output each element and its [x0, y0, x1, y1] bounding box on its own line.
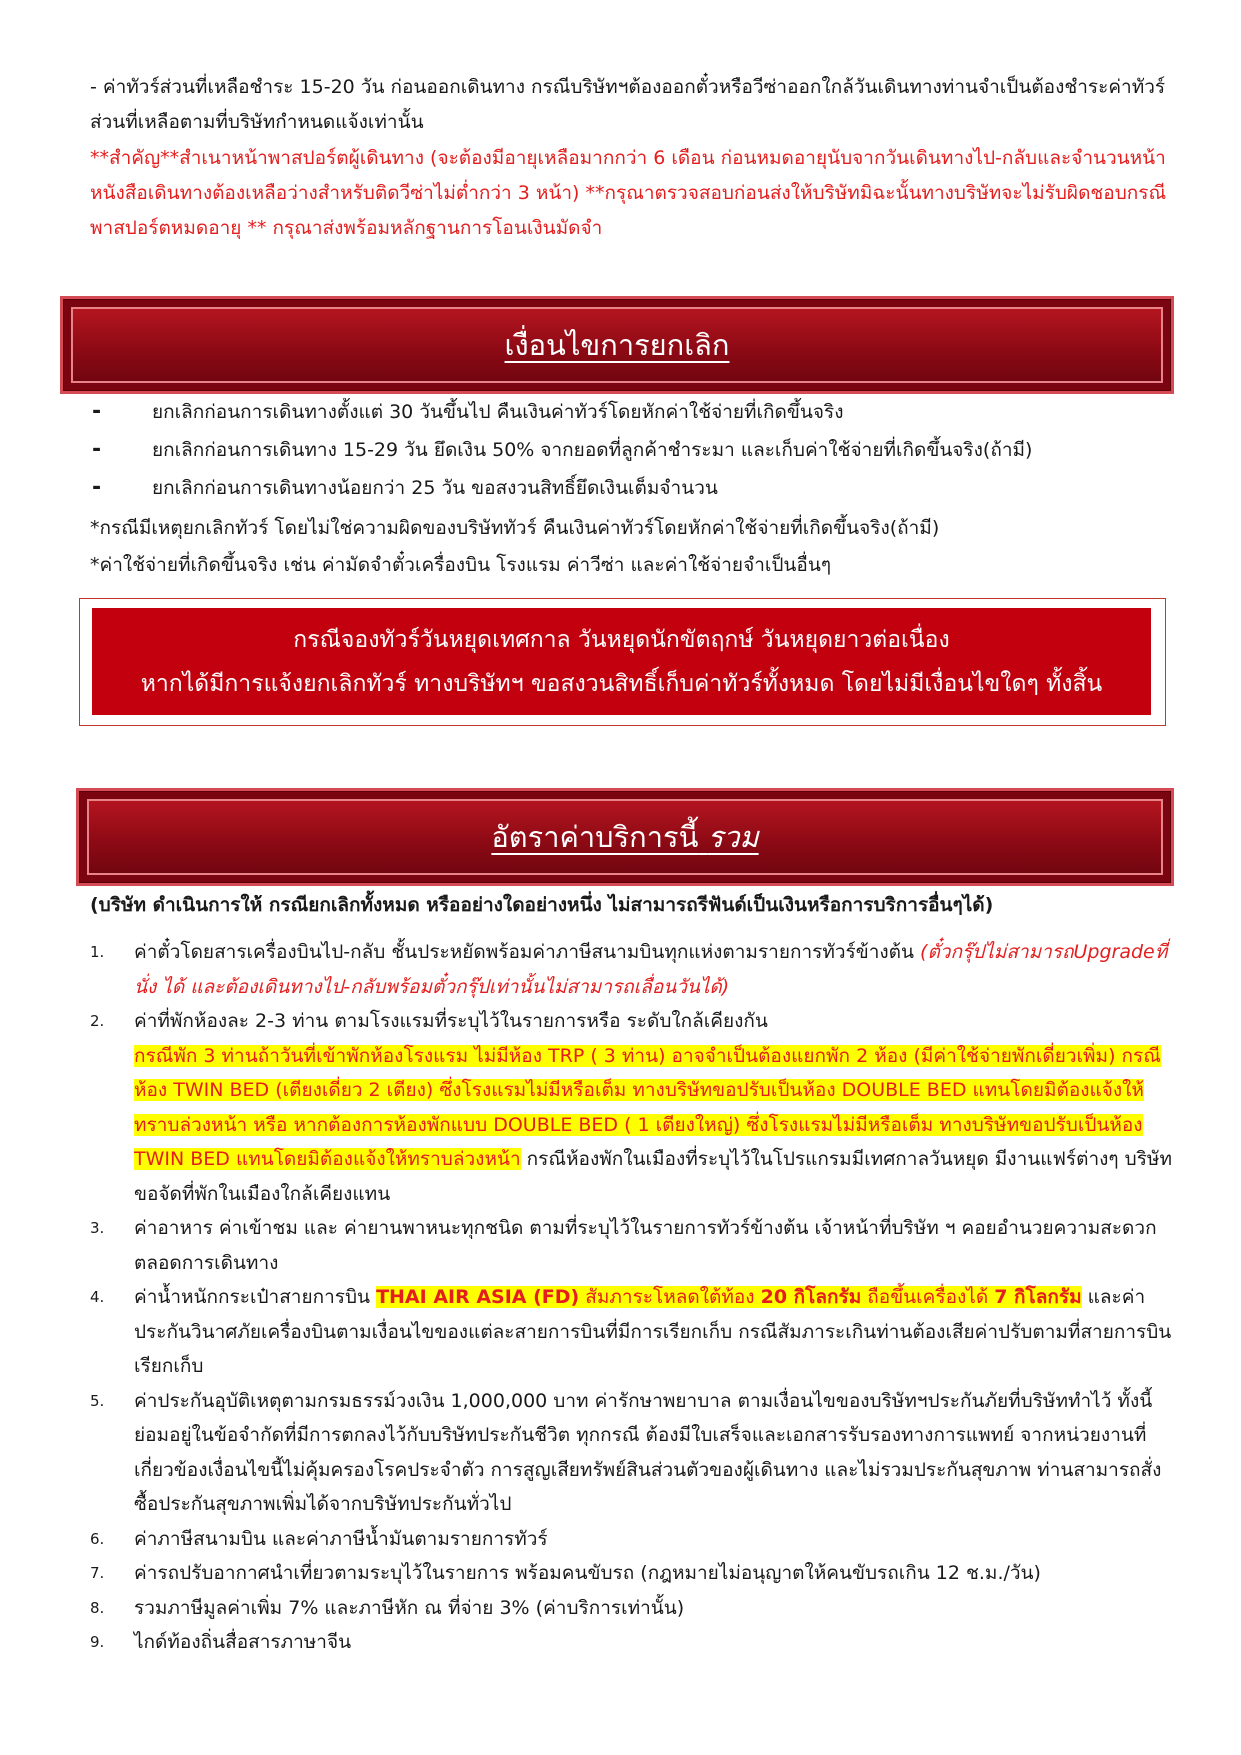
airline-name: THAI AIR ASIA (FD) — [376, 1286, 580, 1308]
includes-subtitle: (บริษัท ดำเนินการให้ กรณียกเลิกทั้งหมด หรืออย่างใดอย่างหนึ่ง ไม่สามารถรีฟันด์เป็นเงินหรือการบริการอื่นๆได้) — [90, 894, 994, 916]
carry-on-weight: 7 กิโลกรัม — [994, 1286, 1082, 1308]
cancel-conditions-list — [90, 393, 1180, 507]
passport-important-text: **สำคัญ**สำเนาหน้าพาสปอร์ตผู้เดินทาง (จะต้องมีอายุเหลือมากกว่า 6 เดือน ก่อนหมดอายุนับจากวันเดินทางไป-กลับและจำนวนหน้าหนังสือเดินทางต้องเหลือว่างสำหรับติดวีซ่าไม่ต่ำกว่า 3 หน้า) **กรุณาตรวจสอบก่อนส่งให้บริษัทมิฉะนั้นทางบริษัทจะไม่รับผิดชอบกรณีพาสปอร์ตหมดอายุ ** กรุณาส่งพร้อมหลักฐานการโอนเงินมัดจำ — [90, 147, 1167, 239]
item-number: 3. — [90, 1219, 105, 1237]
item-text: ค่าอาหาร ค่าเข้าชม และ ค่ายานพาหนะทุกชนิด ตามที่ระบุไว้ในรายการทัวร์ข้างต้น เจ้าหน้าที่บริษัท ฯ คอยอำนวยความสะดวกตลอดการเดินทาง — [134, 1217, 1157, 1274]
list-item — [90, 1280, 1180, 1384]
holiday-notice-inner — [92, 608, 1151, 715]
carry-on-text: ถือขึ้นเครื่องได้ — [861, 1286, 995, 1308]
cancel-note-1: *กรณีมีเหตุยกเลิกทัวร์ โดยไม่ใช่ความผิดของบริษัททัวร์ คืนเงินค่าทัวร์โดยหักค่าใช้จ่ายที่เกิดขึ้นจริง(ถ้ามี) — [90, 517, 940, 539]
includes-banner — [76, 788, 1174, 886]
includes-list — [90, 935, 1180, 1660]
list-item — [90, 1004, 1180, 1211]
item-number: 2. — [90, 1012, 105, 1030]
list-item — [90, 469, 1180, 507]
item-text: ค่าน้ำหนักกระเป๋าสายการบิน — [134, 1286, 377, 1308]
cancel-conditions-banner — [60, 296, 1174, 394]
item-number: 6. — [90, 1529, 105, 1548]
cancel-note-2: *ค่าใช้จ่ายที่เกิดขึ้นจริง เช่น ค่ามัดจำตั๋วเครื่องบิน โรงแรม ค่าวีซ่า และค่าใช้จ่ายจำเป็นอื่นๆ — [90, 554, 832, 576]
list-item — [90, 1211, 1180, 1280]
payment-balance-text: - ค่าทัวร์ส่วนที่เหลือชำระ 15-20 วัน ก่อนออกเดินทาง กรณีบริษัทฯต้องออกตั๋วหรือวีซ่าออกใกล้วันเดินทางท่านจำเป็นต้องชำระค่าทัวร์ส่วนที่เหลือตามที่บริษัทกำหนดแจ้งเท่านั้น — [90, 76, 1166, 133]
item-text: ค่าประกันอุบัติเหตุตามกรมธรรม์วงเงิน 1,000,000 บาท ค่ารักษาพยาบาล ตามเงื่อนไขของบริษัทฯประกันภัยที่บริษัททำไว้ ทั้งนี้ย่อมอยู่ในข้อจำกัดที่มีการตกลงไว้กับบริษัทประกันชีวิต ทุกกรณี ต้องมีใบเสร็จและเอกสารรับรองทางการแพทย์ จากหน่วยงานที่เกี่ยวข้องเงื่อนไขนี้ไม่คุ้มครองโรคประจำตัว การสูญเสียทรัพย์สินส่วนตัวของผู้เดินทาง และไม่รวมประกันสุขภาพ ท่านสามารถสั่งซื้อประกันสุขภาพเพิ่มได้จากบริษัทประกันทั่วไป — [134, 1389, 1162, 1515]
item-text: ค่าภาษีสนามบิน และค่าภาษีน้ำมันตามรายการทัวร์ — [134, 1527, 548, 1550]
list-item — [90, 1556, 1180, 1591]
list-item — [90, 431, 1180, 469]
list-item — [90, 1384, 1180, 1522]
item-text-rest: กรณีห้องพักในเมืองที่ระบุไว้ในโปรแกรมมีเทศกาลวันหยุด มีงานแฟร์ต่างๆ บริษัทขอจัดที่พักในเมืองใกล้เคียงแทน — [134, 1148, 1172, 1205]
item-text: ค่ารถปรับอากาศนำเที่ยวตามระบุไว้ในรายการ พร้อมคนขับรถ (กฎหมายไม่อนุญาตให้คนขับรถเกิน 12 ช.ม./วัน) — [134, 1562, 1041, 1584]
item-text: รวมภาษีมูลค่าเพิ่ม 7% และภาษีหัก ณ ที่จ่าย 3% (ค่าบริการเท่านั้น) — [134, 1596, 685, 1619]
item-text-rest: และค่าประกันวินาศภัยเครื่องบินตามเงื่อนไขของแต่ละสายการบินที่มีการเรียกเก็บ กรณีสัมภาระเกินท่านต้องเสียค่าปรับตามที่สายการบินเรียกเก็บ — [134, 1286, 1172, 1377]
baggage-text: สัมภาระโหลดใต้ท้อง — [579, 1286, 761, 1308]
list-item — [90, 1522, 1180, 1557]
cancel-conditions-banner-inner — [71, 307, 1163, 383]
item-text: ค่าที่พักห้องละ 2-3 ท่าน ตามโรงแรมที่ระบุไว้ในรายการหรือ ระดับใกล้เคียงกัน — [134, 1010, 768, 1032]
item-number: 4. — [90, 1288, 105, 1306]
cancel-item-text: ยกเลิกก่อนการเดินทางตั้งแต่ 30 วันขึ้นไป คืนเงินค่าทัวร์โดยหักค่าใช้จ่ายที่เกิดขึ้นจริง — [152, 401, 844, 423]
list-item — [90, 1625, 1180, 1660]
includes-title-text: อัตราค่าบริการนี้ — [491, 820, 699, 854]
item-number: 9. — [90, 1633, 105, 1651]
list-item — [90, 935, 1180, 1004]
includes-title — [491, 814, 758, 860]
bullet-dash: - — [92, 437, 102, 462]
bullet-dash: - — [92, 475, 102, 500]
list-item — [90, 393, 1180, 431]
item-number: 8. — [90, 1598, 105, 1617]
item-text: ค่าตั๋วโดยสารเครื่องบินไป-กลับ ชั้นประหยัดพร้อมค่าภาษีสนามบินทุกแห่งตามรายการทัวร์ข้างต้น — [134, 941, 921, 963]
cancel-conditions-title: เงื่อนไขการยกเลิก — [504, 328, 730, 362]
item-number: 7. — [90, 1564, 105, 1582]
holiday-notice-box — [79, 598, 1166, 726]
item-number: 5. — [90, 1391, 105, 1410]
item-text: ไกด์ท้องถิ่นสื่อสารภาษาจีน — [134, 1631, 352, 1653]
item-highlight: กรณีพัก 3 ท่านถ้าวันที่เข้าพักห้องโรงแรม ไม่มีห้อง TRP ( 3 ท่าน) อาจจำเป็นต้องแยกพัก 2 ห้อง (มีค่าใช้จ่ายพักเดี่ยวเพิ่ม) กรณีห้อง TWIN BED (เตียงเดี่ยว 2 เตียง) ซึ่งโรงแรมไม่มีหรือเต็ม ทางบริษัทขอปรับเป็นห้อง DOUBLE BED แทนโดยมิต้องแจ้งให้ทราบล่วงหน้า หรือ หากต้องการห้องพักแบบ DOUBLE BED ( 1 เตียงใหญ่) ซึ่งโรงแรมไม่มีหรือเต็ม ทางบริษัทขอปรับเป็นห้อง TWIN BED แทนโดยมิต้องแจ้งให้ทราบล่วงหน้า — [134, 1044, 1161, 1170]
bullet-dash: - — [92, 399, 102, 424]
cancel-item-text: ยกเลิกก่อนการเดินทาง 15-29 วัน ยึดเงิน 50% จากยอดที่ลูกค้าชำระมา และเก็บค่าใช้จ่ายที่เกิดขึ้นจริง(ถ้ามี) — [152, 439, 1033, 461]
holiday-notice-line-2: หากได้มีการแจ้งยกเลิกทัวร์ ทางบริษัทฯ ขอสงวนสิทธิ์เก็บค่าทัวร์ทั้งหมด โดยไม่มีเงื่อนไขใดๆ ทั้งสิ้น — [140, 670, 1103, 697]
includes-title-em: รวม — [707, 820, 759, 854]
includes-banner-inner — [87, 799, 1163, 875]
item-number: 1. — [90, 943, 105, 961]
list-item — [90, 1591, 1180, 1626]
checked-baggage-weight: 20 กิโลกรัม — [760, 1286, 862, 1308]
item-red-note: (ตั๋วกรุ๊ปไม่สามารถUpgradeที่นั่ง ได้ และต้องเดินทางไป-กลับพร้อมตั๋วกรุ๊ปเท่านั้นไม่สามารถเลื่อนวันได้) — [134, 941, 1168, 998]
holiday-notice-line-1: กรณีจองทัวร์วันหยุดเทศกาล วันหยุดนักขัตฤกษ์ วันหยุดยาวต่อเนื่อง — [293, 626, 950, 653]
cancel-item-text: ยกเลิกก่อนการเดินทางน้อยกว่า 25 วัน ขอสงวนสิทธิ์ยึดเงินเต็มจำนวน — [152, 477, 718, 499]
